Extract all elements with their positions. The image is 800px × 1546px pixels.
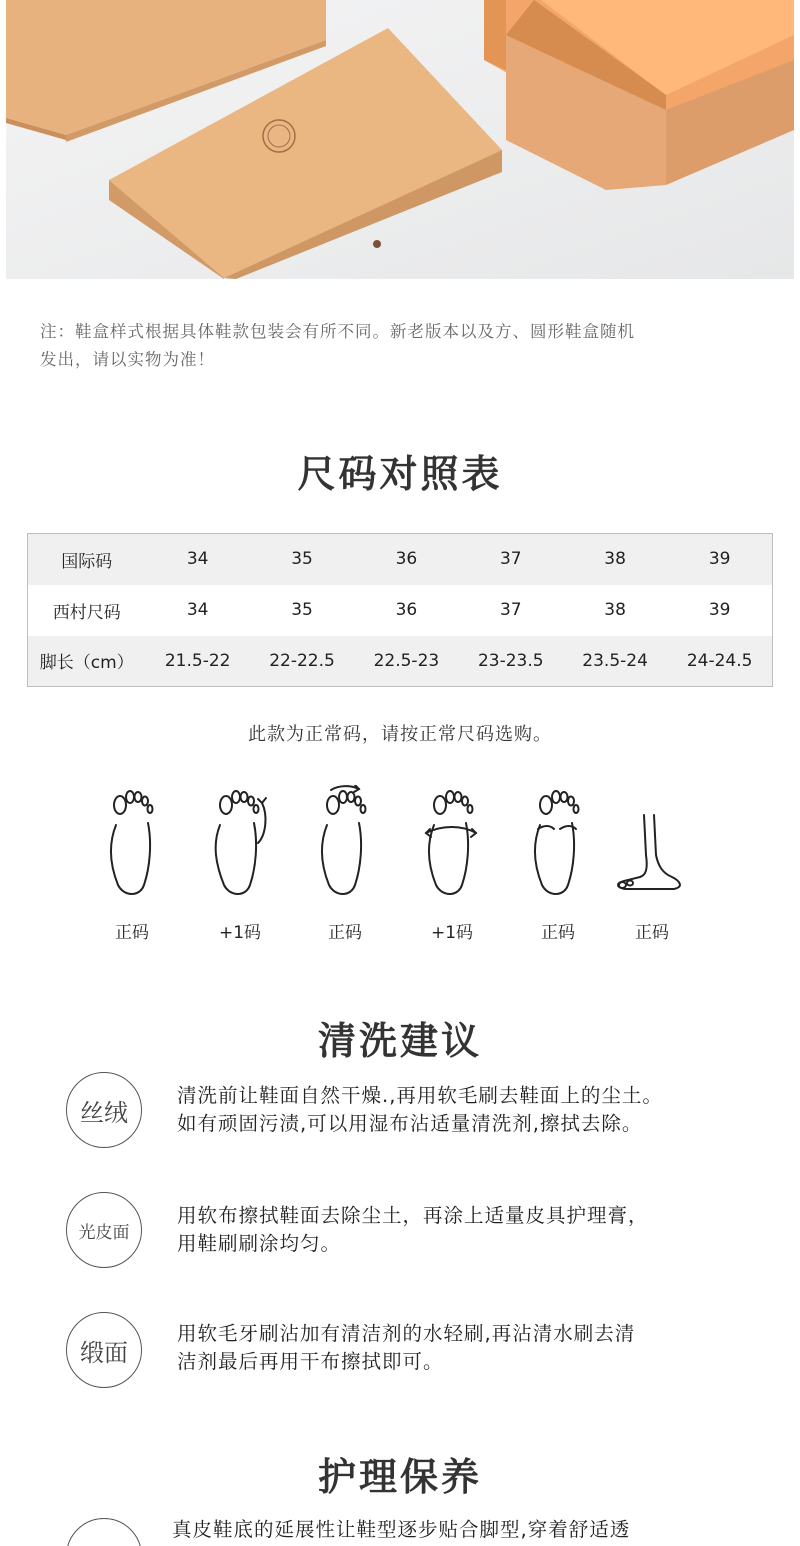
packaging-note bbox=[40, 318, 770, 374]
material-label: 丝绒 bbox=[80, 1098, 128, 1127]
wide-ball-foot-icon bbox=[200, 785, 280, 900]
cleaning-text-smooth-leather bbox=[177, 1202, 767, 1258]
cleaning-line: 用软毛牙刷沾加有清洁剂的水轻刷,再沾清水刷去清 bbox=[177, 1322, 636, 1345]
table-cell: 37 bbox=[459, 534, 563, 585]
table-cell: 24-24.5 bbox=[667, 636, 772, 687]
row-header: 国际码 bbox=[28, 534, 146, 585]
material-badge-smooth-leather bbox=[66, 1192, 142, 1268]
table-cell: 39 bbox=[708, 600, 731, 620]
foot-label: 正码 bbox=[115, 923, 149, 943]
cleaning-text-satin bbox=[177, 1320, 767, 1376]
normal-foot-icon bbox=[92, 785, 172, 900]
table-cell: 36 bbox=[354, 534, 458, 585]
care-title: 护理保养 bbox=[317, 1454, 482, 1499]
wide-foot-icon bbox=[412, 785, 492, 900]
size-chart-table bbox=[27, 533, 773, 687]
material-badge-satin bbox=[66, 1312, 142, 1388]
cleaning-text-velvet bbox=[177, 1082, 767, 1138]
foot-label: 正码 bbox=[328, 923, 362, 943]
shoe-box-photo bbox=[6, 0, 794, 279]
cleaning-line: 清洗前让鞋面自然干燥.,再用软毛刷去鞋面上的尘土。 bbox=[177, 1084, 663, 1107]
high-instep-foot-icon bbox=[612, 785, 692, 900]
foot-label: 正码 bbox=[635, 923, 669, 943]
material-label: 缎面 bbox=[80, 1338, 128, 1367]
table-cell: 38 bbox=[563, 534, 667, 585]
note-line-2: 发出，请以实物为准！ bbox=[40, 350, 215, 369]
table-cell: 22.5-23 bbox=[354, 636, 458, 687]
table-cell: 23-23.5 bbox=[459, 636, 563, 687]
table-row bbox=[28, 636, 773, 687]
material-label: 光皮面 bbox=[78, 1222, 130, 1243]
foot-label: 正码 bbox=[541, 923, 575, 943]
normal-size-note: 此款为正常码，请按正常尺码选购。 bbox=[248, 724, 552, 745]
foot-label: +1码 bbox=[430, 923, 474, 943]
care-text bbox=[172, 1516, 762, 1544]
table-cell: 37 bbox=[499, 600, 522, 620]
note-line-1: 注：鞋盒样式根据具体鞋款包装会有所不同。新老版本以及方、圆形鞋盒随机 bbox=[40, 322, 635, 341]
row-header: 西村尺码 bbox=[52, 602, 121, 623]
table-cell: 38 bbox=[604, 600, 626, 620]
cleaning-line: 如有顽固污渍,可以用湿布沾适量清洗剂,擦拭去除。 bbox=[177, 1112, 643, 1135]
table-cell: 23.5-24 bbox=[563, 636, 667, 687]
cleaning-line: 用鞋刷刷涂均匀。 bbox=[177, 1232, 342, 1255]
narrow-foot-icon bbox=[518, 785, 598, 900]
cleaning-line: 用软布擦拭鞋面去除尘土，再涂上适量皮具护理膏， bbox=[177, 1204, 649, 1227]
table-cell: 36 bbox=[395, 600, 418, 620]
table-row bbox=[28, 585, 773, 636]
material-badge-care bbox=[66, 1518, 142, 1546]
table-cell: 39 bbox=[667, 534, 772, 585]
cleaning-title: 清洗建议 bbox=[317, 1018, 482, 1063]
size-chart-title: 尺码对照表 bbox=[297, 451, 503, 496]
table-cell: 35 bbox=[291, 600, 313, 620]
table-cell: 34 bbox=[146, 534, 250, 585]
table-cell: 21.5-22 bbox=[146, 636, 250, 687]
material-badge-velvet bbox=[66, 1072, 142, 1148]
care-line: 真皮鞋底的延展性让鞋型逐步贴合脚型,穿着舒适透 bbox=[172, 1518, 631, 1541]
foot-label: +1码 bbox=[218, 923, 262, 943]
table-row bbox=[28, 534, 773, 585]
long-toe-foot-icon bbox=[305, 785, 385, 900]
cleaning-line: 洁剂最后再用干布擦拭即可。 bbox=[177, 1350, 444, 1373]
row-header: 脚长（cm） bbox=[28, 636, 146, 687]
table-cell: 34 bbox=[186, 600, 209, 620]
table-cell: 35 bbox=[250, 534, 354, 585]
table-cell: 22-22.5 bbox=[250, 636, 354, 687]
